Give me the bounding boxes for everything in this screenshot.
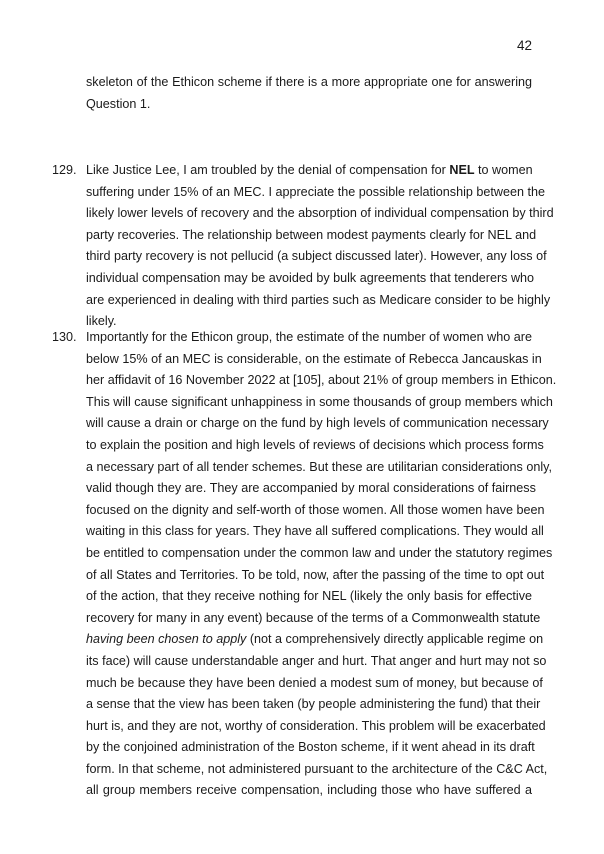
text-run: a necessary part of all tender schemes. But these are utilitarian considerations only, [86,459,552,474]
text-run: likely lower levels of recovery and the absorption of individual compensation by third [86,206,554,221]
text-line [86,457,552,479]
text-line [86,694,541,716]
text-line [86,629,544,651]
text-run: valid though they are. They are accompanied by moral considerations of fairness [86,481,536,496]
text-line [86,716,546,738]
text-run: suffering under 15% of an MEC. I appreciate the possible relationship between the [86,184,546,199]
text-line [86,435,544,457]
text-line [86,246,547,268]
paragraph-number: 129. [52,163,77,177]
text-line [86,543,553,565]
text-run: third party recovery is not pellucid (a subject discussed later). However, any loss of [86,249,547,264]
text-line [86,565,545,587]
text-line [86,521,544,543]
text-line [86,500,545,522]
text-line [86,327,532,349]
text-run: by the conjoined administration of the Boston scheme, if it went ahead in its draft [86,740,535,755]
text-run: likely. [86,314,117,329]
text-line: skeleton of the Ethicon scheme if there is a more appropriate one for answering [86,75,532,89]
continuation-text [86,72,532,115]
text-line [86,413,549,435]
text-line [86,478,536,500]
text-run: recovery for many in any event) because of the terms of a Commonwealth statute [86,610,541,625]
text-line [86,268,535,290]
text-run: Like Justice Lee, I am troubled by the denial of compensation for [86,163,450,177]
text-run: its face) will cause understandable anger and hurt. That anger and hurt may not so [86,653,547,668]
text-run: This will cause significant unhappiness in some thousands of group members which [86,394,553,409]
text-run: waiting in this class for years. They have all suffered complications. They would all [86,524,544,539]
text-run: much be because they have been denied a modest sum of money, but because of [86,675,543,690]
text-run: all group members receive compensation, including those who have suffered a [86,783,532,798]
text-run: party recoveries. The relationship between modest payments clearly for NEL and [86,227,537,242]
text-line [86,182,546,204]
text-line [86,392,553,414]
text-line [86,349,542,371]
text-line [86,290,551,312]
text-line [86,225,537,247]
bold-text: NEL [449,163,475,177]
text-run: focused on the dignity and self-worth of those women. All those women have been [86,502,545,517]
text-run: form. In that scheme, not administered pursuant to the architecture of the C&C Act, [86,761,548,776]
text-run: her affidavit of 16 November 2022 at [105], about 21% of group members in Ethicon. [86,373,557,388]
text-run: a sense that the view has been taken (by people administering the fund) that their [86,697,541,712]
text-line [86,737,535,759]
text-run: hurt is, and they are not, worthy of consideration. This problem will be exacerbated [86,718,546,733]
text-run: be entitled to compensation under the common law and under the statutory regimes [86,545,553,560]
text-run: below 15% of an MEC is considerable, on the estimate of Rebecca Jancauskas in [86,351,542,366]
text-line [86,586,532,608]
text-line: Question 1. [86,96,151,111]
text-run: to women [474,163,533,177]
text-line [86,673,543,695]
text-run: will cause a drain or charge on the fund by high levels of communication necessary [86,416,549,431]
paragraph-number: 130. [52,330,77,344]
text-line [86,759,548,781]
text-run: to explain the position and high levels of reviews of decisions which process forms [86,437,544,452]
paragraph-body [86,160,554,333]
text-line [86,608,541,630]
text-run: of the action, that they receive nothing for NEL (likely the only basis for effective [86,589,532,604]
text-run: Importantly for the Ethicon group, the estimate of the number of women who are [86,330,532,344]
page-number: 42 [516,38,532,53]
text-run: individual compensation may be avoided by bulk agreements that tenderers who [86,270,535,285]
text-run: (not a comprehensively directly applicable regime on [246,632,544,647]
text-line [86,203,554,225]
text-run: of all States and Territories. To be told, now, after the passing of the time to opt out [86,567,545,582]
italic-text: having been chosen to apply [86,632,247,647]
text-line [86,160,532,182]
text-line [86,780,532,802]
text-run: are experienced in dealing with third parties such as Medicare consider to be highly [86,292,551,307]
text-line [86,651,547,673]
paragraph-body [86,327,557,802]
text-line [86,370,557,392]
